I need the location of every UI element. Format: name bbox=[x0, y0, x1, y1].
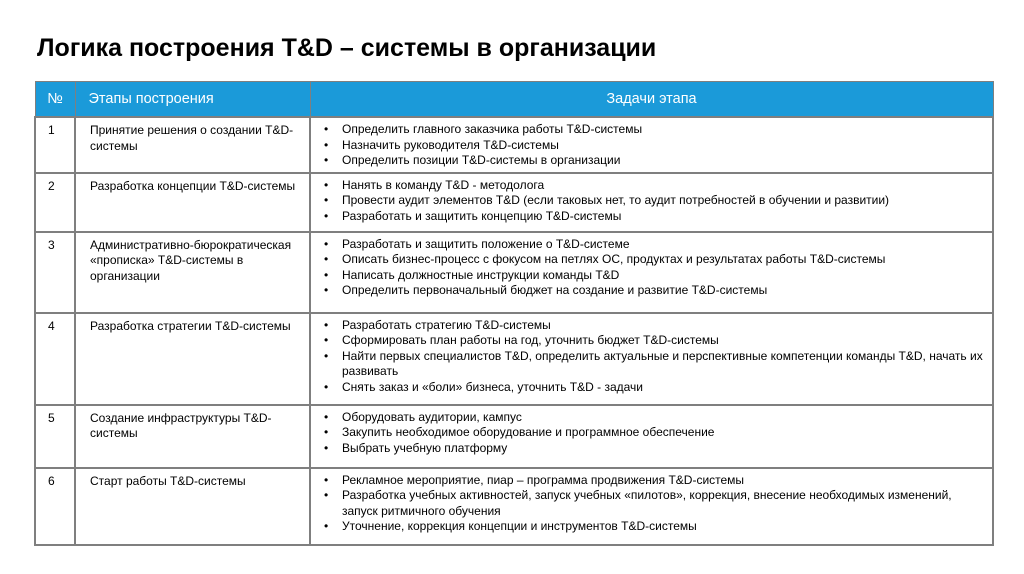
task-item: • Разработать и защитить концепцию T&D-системы bbox=[317, 209, 986, 225]
task-item: • Назначить руководителя T&D-системы bbox=[317, 138, 986, 154]
stage-number: 4 bbox=[35, 313, 75, 405]
table-row bbox=[35, 313, 993, 405]
task-item: • Уточнение, коррекция концепции и инструментов T&D-системы bbox=[317, 519, 986, 535]
stage-number: 1 bbox=[35, 117, 75, 173]
task-item: • Разработать стратегию T&D-системы bbox=[317, 318, 986, 334]
task-item: • Определить главного заказчика работы T&D-системы bbox=[317, 122, 986, 138]
task-item: • Сформировать план работы на год, уточнить бюджет T&D-системы bbox=[317, 333, 986, 349]
header-num: № bbox=[35, 82, 75, 118]
task-item: • Оборудовать аудитории, кампус bbox=[317, 410, 986, 426]
task-item: • Определить позиции T&D-системы в организации bbox=[317, 153, 986, 169]
task-list bbox=[317, 318, 986, 396]
table-row bbox=[35, 468, 993, 545]
stage-name: Создание инфраструктуры T&D-системы bbox=[75, 405, 310, 468]
stage-name: Старт работы T&D-системы bbox=[75, 468, 310, 545]
header-stage: Этапы построения bbox=[75, 82, 310, 118]
stage-number: 3 bbox=[35, 232, 75, 313]
stages-table bbox=[34, 81, 994, 546]
table-row bbox=[35, 173, 993, 232]
task-list bbox=[317, 237, 986, 299]
stage-tasks bbox=[310, 468, 993, 545]
page-title: Логика построения T&D – системы в организации bbox=[37, 34, 657, 62]
task-item: • Разработка учебных активностей, запуск учебных «пилотов», коррекция, внесение необходимых изменений, запуск ритмичного обучения bbox=[317, 488, 986, 519]
stage-name: Административно-бюрократическая «прописка» T&D-системы в организации bbox=[75, 232, 310, 313]
task-item: • Нанять в команду T&D - методолога bbox=[317, 178, 986, 194]
task-list bbox=[317, 410, 986, 457]
stage-name: Принятие решения о создании T&D-системы bbox=[75, 117, 310, 173]
table-header-row bbox=[35, 82, 993, 118]
table-row bbox=[35, 405, 993, 468]
stage-name: Разработка концепции T&D-системы bbox=[75, 173, 310, 232]
task-item: • Снять заказ и «боли» бизнеса, уточнить T&D - задачи bbox=[317, 380, 986, 396]
task-list bbox=[317, 473, 986, 535]
task-item: • Закупить необходимое оборудование и программное обеспечение bbox=[317, 425, 986, 441]
task-item: • Написать должностные инструкции команды T&D bbox=[317, 268, 986, 284]
task-item: • Выбрать учебную платформу bbox=[317, 441, 986, 457]
task-item: • Рекламное мероприятие, пиар – программа продвижения T&D-системы bbox=[317, 473, 986, 489]
task-item: • Найти первых специалистов T&D, определить актуальные и перспективные компетенции команды T&D, начать их развивать bbox=[317, 349, 986, 380]
stage-number: 5 bbox=[35, 405, 75, 468]
table-row bbox=[35, 117, 993, 173]
stage-tasks bbox=[310, 405, 993, 468]
stage-name: Разработка стратегии T&D-системы bbox=[75, 313, 310, 405]
task-item: • Провести аудит элементов T&D (если таковых нет, то аудит потребностей в обучении и развитии) bbox=[317, 193, 986, 209]
task-item: • Разработать и защитить положение о T&D-системе bbox=[317, 237, 986, 253]
stage-number: 2 bbox=[35, 173, 75, 232]
stage-tasks bbox=[310, 117, 993, 173]
header-tasks: Задачи этапа bbox=[310, 82, 993, 118]
task-item: • Описать бизнес-процесс с фокусом на петлях ОС, продуктах и результатах работы T&D-системы bbox=[317, 252, 986, 268]
task-list bbox=[317, 178, 986, 225]
stage-tasks bbox=[310, 313, 993, 405]
stage-number: 6 bbox=[35, 468, 75, 545]
stage-tasks bbox=[310, 232, 993, 313]
table-row bbox=[35, 232, 993, 313]
stage-tasks bbox=[310, 173, 993, 232]
task-list bbox=[317, 122, 986, 169]
task-item: • Определить первоначальный бюджет на создание и развитие T&D-системы bbox=[317, 283, 986, 299]
